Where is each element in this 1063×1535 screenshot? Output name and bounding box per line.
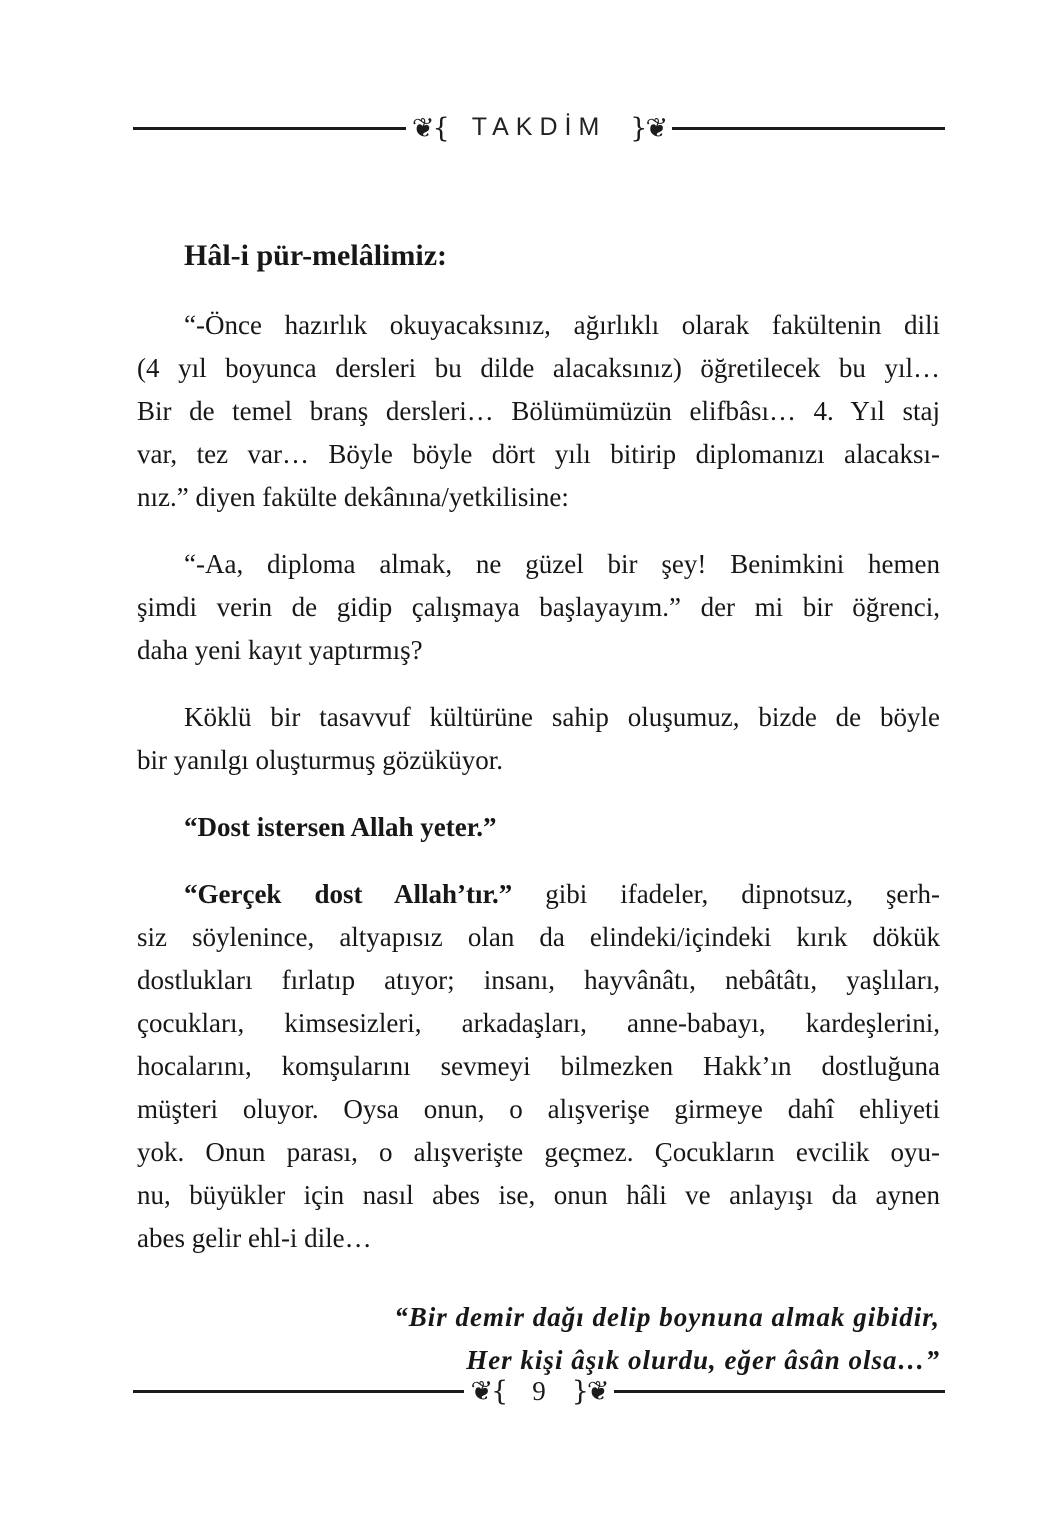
text-line: müşteri oluyor. Oysa onun, o alışverişe girmeye dahî ehliyeti: [137, 1094, 940, 1124]
text-line: “Dost istersen Allah yeter.”: [184, 812, 497, 842]
paragraph: [137, 543, 940, 672]
paragraph: [137, 304, 940, 519]
text-line: “Gerçek dost Allah’tır.” gibi ifadeler, dipnotsuz, şerh-: [184, 879, 940, 909]
paragraph: [137, 873, 940, 1260]
bold-quote: [137, 806, 940, 849]
header-ornament-right-icon: }❦: [630, 113, 667, 144]
text-line: şimdi verin de gidip çalışmaya başlayayım.” der mi bir öğrenci,: [137, 592, 940, 622]
section-heading: Hâl-i pür-melâlimiz:: [184, 239, 447, 272]
header-rule-right: [672, 127, 945, 130]
text-line: “Bir demir dağı delip boynuna almak gibidir,: [394, 1302, 940, 1332]
text-line: Her kişi âşık olurdu, eğer âsân olsa…”: [466, 1345, 940, 1375]
text-line: var, tez var… Böyle böyle dört yılı bitirip diplomanızı alacaksı-: [137, 439, 940, 469]
footer-rule-left: [133, 1390, 464, 1393]
text-line: yok. Onun parası, o alışverişte geçmez. Çocukların evcilik oyu-: [137, 1137, 940, 1167]
text-line: Bir de temel branş dersleri… Bölümümüzün elifbâsı… 4. Yıl staj: [137, 396, 940, 426]
page-footer: [133, 1376, 945, 1407]
paragraph: [137, 696, 940, 782]
text-line: “-Aa, diploma almak, ne güzel bir şey! Benimkini hemen: [184, 549, 940, 579]
text-line: (4 yıl boyunca dersleri bu dilde alacaksınız) öğretilecek bu yıl…: [137, 353, 940, 383]
text-body: [137, 234, 940, 1382]
footer-rule-right: [614, 1390, 945, 1393]
text-line: siz söylenince, altyapısız olan da elindeki/içindeki kırık dökük: [137, 922, 940, 952]
footer-ornament-left-icon: ❦{: [470, 1376, 507, 1407]
page-header: [133, 114, 945, 143]
text-line: daha yeni kayıt yaptırmış?: [137, 635, 423, 665]
text-line: bir yanılgı oluşturmuş gözüküyor.: [137, 745, 503, 775]
page-number: 9: [532, 1376, 546, 1406]
text-line: “-Önce hazırlık okuyacaksınız, ağırlıklı olarak fakültenin dili: [184, 310, 940, 340]
text-line: dostlukları fırlatıp atıyor; insanı, hayvânâtı, nebâtâtı, yaşlıları,: [137, 965, 940, 995]
text-line: nız.” diyen fakülte dekânına/yetkilisine:: [137, 482, 569, 512]
page-title: TAKDİM: [471, 113, 607, 141]
text-line: çocukları, kimsesizleri, arkadaşları, anne-babayı, kardeşlerini,: [137, 1008, 940, 1038]
footer-ornament-right-icon: }❦: [571, 1376, 608, 1407]
text-line: hocalarını, komşularını sevmeyi bilmezken Hakk’ın dostluğuna: [137, 1051, 940, 1081]
text-line: nu, büyükler için nasıl abes ise, onun hâli ve anlayışı da aynen: [137, 1180, 940, 1210]
text-line: abes gelir ehl-i dile…: [137, 1223, 372, 1253]
text-line: Köklü bir tasavvuf kültürüne sahip oluşumuz, bizde de böyle: [184, 702, 940, 732]
header-ornament-left-icon: ❦{: [411, 113, 448, 144]
verse-quote: [137, 1296, 940, 1382]
header-rule-left: [133, 127, 406, 130]
